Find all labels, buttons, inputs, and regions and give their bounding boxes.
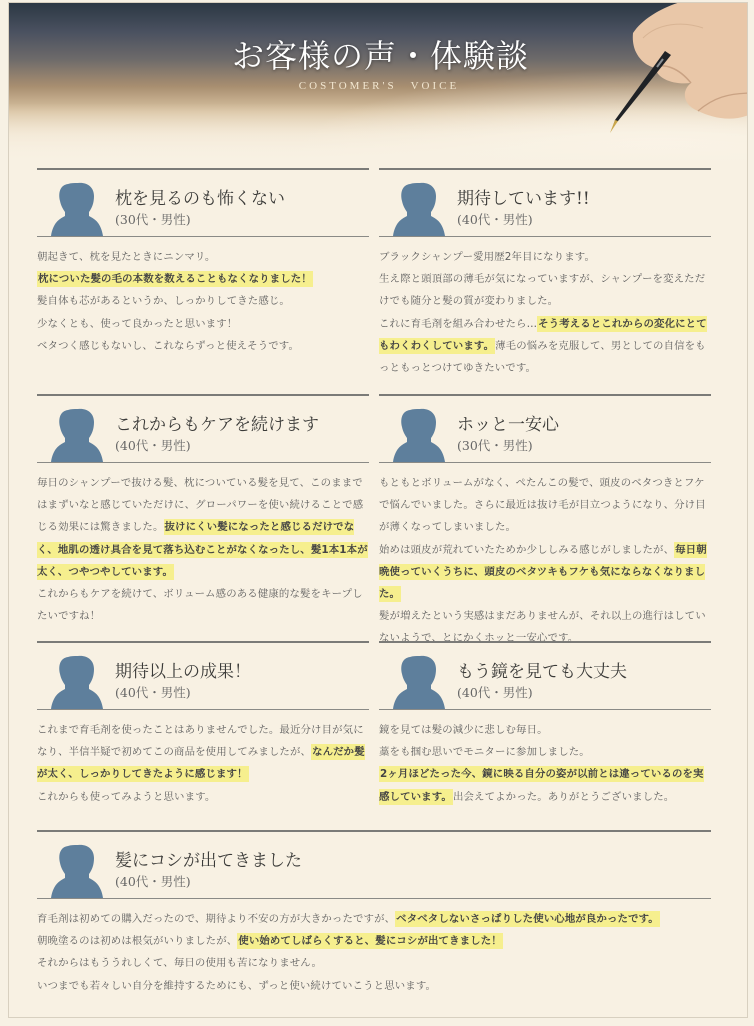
highlighted-text: 使い始めてしばらくすると、髪にコシが出てきました！ — [238, 935, 502, 948]
testimonial-card — [37, 168, 369, 357]
testimonial-paragraph — [379, 763, 711, 807]
body-text: 出会えてよかった。ありがとうございました。 — [452, 790, 675, 803]
body-text: それからはもううれしくて、毎日の使用も苦になりません。 — [37, 957, 323, 970]
testimonial-meta: (40代・男性) — [115, 685, 191, 700]
testimonial-title: 期待以上の成果！ — [115, 662, 251, 682]
body-text: 少なくとも、使って良かったと思います！ — [37, 317, 238, 330]
testimonial-card — [379, 168, 711, 379]
testimonial-paragraph — [379, 741, 711, 763]
testimonial-paragraph — [37, 719, 369, 786]
highlighted-text: 抜けにくい髪になったと感じるだけでなく、地肌の透け具合を見て落ち込むことがなくなったし、髪1本1本が太く、つやつやしています。 — [37, 521, 368, 578]
body-text: これからもケアを続けて、ボリューム感のある健康的な髪をキープしたいですね！ — [37, 588, 363, 623]
highlighted-text: なんだか髪が太く、しっかりしてきたように感じます！ — [37, 746, 365, 781]
body-text: 鏡を見ては髪の減少に悲しむ毎日。 — [379, 724, 548, 736]
testimonial-paragraph — [379, 313, 711, 380]
body-text: ブラックシャンプー愛用歴2年目になります。 — [379, 251, 596, 263]
testimonial-title: 枕を見るのも怖くない — [115, 189, 285, 209]
testimonial-body — [379, 463, 711, 650]
body-text: 朝晩塗るのは初めは根気がいりましたが、 — [37, 935, 238, 948]
body-text: 薄毛の悩みを克服して、男としての自信をもっともっとつけてゆきたいです。 — [379, 339, 706, 375]
testimonial-paragraph — [37, 975, 711, 997]
body-text: 髪が増えたという実感はまだありませんが、それ以上の進行はしていないようで、とにかくホッと一安心です。 — [379, 610, 706, 645]
testimonial-meta: (40代・男性) — [115, 874, 191, 889]
testimonial-title: もう鏡を見ても大丈夫 — [457, 662, 627, 682]
body-text: 生え際と頭頂部の薄毛が気になっていますが、シャンプーを変えただけでも随分と髪の質が変わりました。 — [379, 273, 706, 308]
testimonial-paragraph — [37, 908, 711, 930]
body-text: いつまでも若々しい自分を維持するためにも、ずっと使い続けていこうと思います。 — [37, 979, 437, 992]
testimonial-paragraph — [37, 952, 711, 974]
person-silhouette-icon — [51, 408, 103, 462]
highlighted-text: 毎日朝晩使っていくうちに、頭皮のベタツキもフケも気にならなくなりました。 — [379, 543, 707, 601]
body-text: これに育毛剤を組み合わせたら… — [379, 317, 538, 330]
person-silhouette-icon — [393, 182, 445, 236]
testimonial-paragraph — [37, 313, 369, 335]
body-text: もともとボリュームがなく、ぺたんこの髪で、頭皮のベタつきとフケで悩んでいました。さらに最近は抜け毛が目立つようになり、分け目が薄くなってしまいました。 — [379, 477, 706, 534]
testimonial-body — [37, 463, 369, 627]
body-text: これまで育毛剤を使ったことはありませんでした。最近分け目が気になり、半信半疑で初めてこの商品を使用してみましたが、 — [37, 724, 364, 759]
testimonial-paragraph — [379, 719, 711, 741]
person-silhouette-icon — [51, 655, 103, 709]
testimonials-page — [8, 2, 748, 1018]
body-text: 朝起きて、枕を見たときにニンマリ。 — [37, 251, 216, 263]
testimonial-meta: (30代・男性) — [115, 212, 191, 227]
testimonial-title: これからもケアを続けます — [115, 415, 319, 435]
body-text: 毎日のシャンプーで抜ける髪、枕についている髪を見て、このままではまずいなと感じていただけに、グローパワーを使い続けることで感じる効果には驚きました。 — [37, 477, 364, 534]
testimonial-body — [37, 237, 369, 357]
testimonial-paragraph — [379, 472, 711, 539]
testimonial-title: 期待しています!! — [457, 189, 590, 209]
testimonial-meta: (40代・男性) — [115, 438, 191, 453]
testimonial-paragraph — [37, 290, 369, 312]
testimonial-meta: (40代・男性) — [457, 685, 533, 700]
testimonial-meta: (40代・男性) — [457, 212, 533, 227]
testimonial-card — [379, 641, 711, 808]
testimonial-card — [37, 394, 369, 627]
testimonial-paragraph — [37, 268, 369, 290]
person-silhouette-icon — [393, 408, 445, 462]
person-silhouette-icon — [51, 182, 103, 236]
testimonial-body — [37, 710, 369, 808]
body-text: ベタつく感じもないし、これならずっと使えそうです。 — [37, 339, 300, 352]
highlighted-text: 2ヶ月ほどたった今、鏡に映る自分の姿が以前とは違っているのを実感しています。 — [379, 768, 704, 803]
header-banner — [9, 3, 747, 163]
body-text: 育毛剤は初めての購入だったので、期待より不安の方が大きかったですが、 — [37, 913, 396, 925]
testimonial-paragraph — [379, 246, 711, 268]
testimonial-card — [379, 394, 711, 650]
testimonial-body — [37, 899, 711, 997]
body-text: 始めは頭皮が荒れていたためか少ししみる感じがしましたが、 — [379, 543, 675, 556]
highlighted-text: 枕についた髪の毛の本数を数えることもなくなりました！ — [38, 273, 312, 286]
testimonial-paragraph — [37, 246, 369, 268]
testimonial-title: ホッと一安心 — [457, 415, 559, 435]
testimonial-body — [379, 237, 711, 379]
testimonial-card — [37, 641, 369, 808]
testimonial-title: 髪にコシが出てきました — [115, 851, 302, 871]
testimonial-paragraph — [37, 472, 369, 583]
highlighted-text: ベタベタしないさっぱりした使い心地が良かったです。 — [396, 913, 659, 925]
person-silhouette-icon — [393, 655, 445, 709]
testimonial-card — [37, 830, 711, 997]
testimonial-paragraph — [37, 335, 369, 357]
testimonial-paragraph — [37, 930, 711, 952]
page-title: お客様の声・体験談 — [231, 37, 529, 75]
highlighted-text: そう考えるとこれからの変化にとてもわくわくしています。 — [379, 317, 707, 352]
body-text: これからも使ってみようと思います。 — [37, 790, 216, 803]
testimonial-paragraph — [379, 268, 711, 312]
body-text: 藁をも掴む思いでモニターに参加しました。 — [379, 746, 590, 759]
testimonial-paragraph — [37, 786, 369, 808]
person-silhouette-icon — [51, 844, 103, 898]
testimonial-meta: (30代・男性) — [457, 438, 533, 453]
testimonial-paragraph — [37, 583, 369, 627]
testimonial-paragraph — [379, 539, 711, 606]
body-text: 髪自体も芯があるというか、しっかりしてきた感じ。 — [37, 295, 290, 308]
page-subtitle: COSTOMER'S VOICE — [298, 80, 460, 92]
testimonial-body — [379, 710, 711, 808]
